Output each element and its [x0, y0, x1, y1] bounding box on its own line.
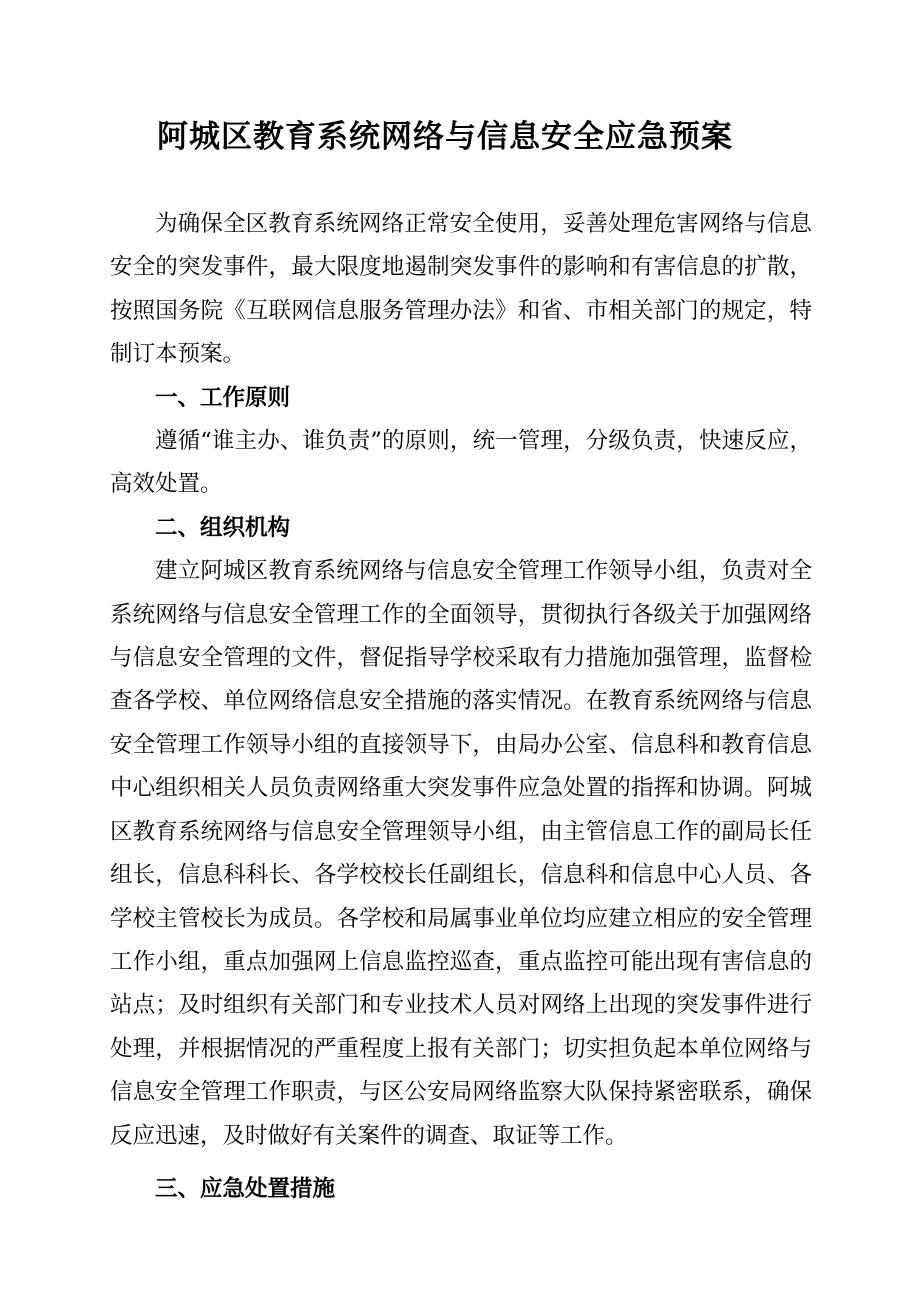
section-heading-principles: 一、工作原则 — [155, 384, 291, 411]
document-title: 阿城区教育系统网络与信息安全应急预案 — [157, 119, 733, 155]
document-body — [110, 203, 812, 1211]
section-heading-emergency-measures: 三、应急处置措施 — [155, 1175, 336, 1202]
section-heading-organization: 二、组织机构 — [155, 514, 291, 541]
intro-paragraph: 为确保全区教育系统网络正常安全使用，妥善处理危害网络与信息安全的突发事件，最大限度地遏制突发事件的影响和有害信息的扩散，按照国务院《互联网信息服务管理办法》和省、市相关部门的规定，特制订本预案。 — [110, 211, 812, 368]
organization-paragraph: 建立阿城区教育系统网络与信息安全管理工作领导小组，负责对全系统网络与信息安全管理工作的全面领导，贯彻执行各级关于加强网络与信息安全管理的文件，督促指导学校采取有力措施加强管理，监督检查各学校、单位网络信息安全措施的落实情况。在教育系统网络与信息安全管理工作领导小组的直接领导下，由局办公室、信息科和教育信息中心组织相关人员负责网络重大突发事件应急处置的指挥和协调。阿城区教育系统网络与信息安全管理领导小组，由主管信息工作的副局长任组长，信息科科长、各学校校长任副组长，信息科和信息中心人员、各学校主管校长为成员。各学校和局属事业单位均应建立相应的安全管理工作小组，重点加强网上信息监控巡查，重点监控可能出现有害信息的站点；及时组织有关部门和专业技术人员对网络上出现的突发事件进行处理，并根据情况的严重程度上报有关部门；切实担负起本单位网络与信息安全管理工作职责，与区公安局网络监察大队保持紧密联系，确保反应迅速，及时做好有关案件的调查、取证等工作。 — [110, 558, 812, 1149]
principles-paragraph: 遵循“谁主办、谁负责”的原则，统一管理，分级负责，快速反应，高效处置。 — [110, 428, 812, 498]
